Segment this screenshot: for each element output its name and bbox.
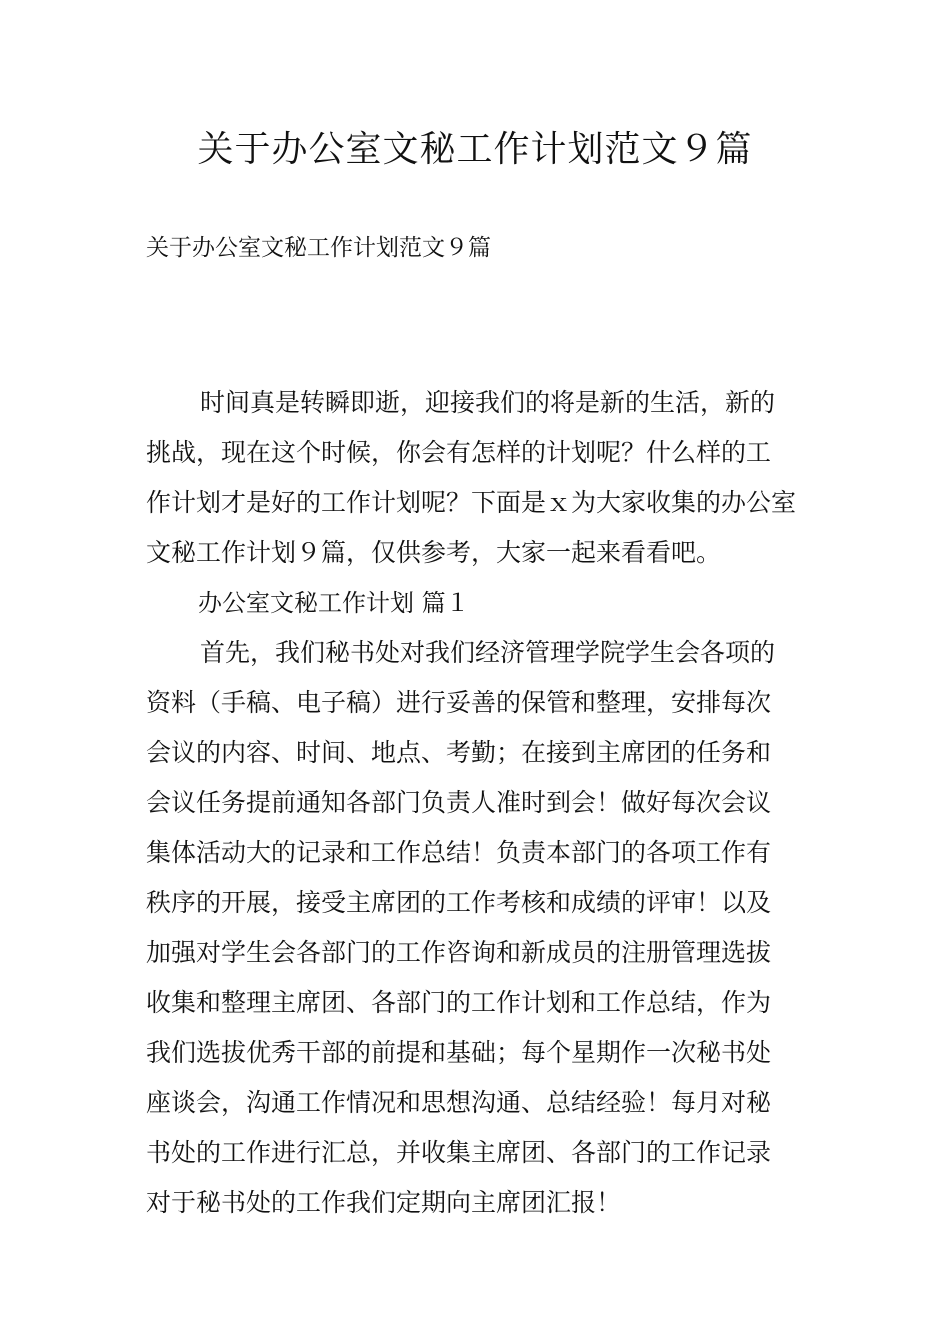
paragraph-line: 集体活动大的记录和工作总结！负责本部门的各项工作有 xyxy=(146,838,772,867)
paragraph-line: 作计划才是好的工作计划呢？下面是ｘ为大家收集的办公室 xyxy=(146,488,797,517)
paragraph-line: 我们选拔优秀干部的前提和基础；每个星期作一次秘书处 xyxy=(146,1038,772,1067)
document-body xyxy=(146,378,811,1228)
paragraph-line: 挑战，现在这个时候，你会有怎样的计划呢？什么样的工 xyxy=(146,438,772,467)
paragraph-line: 对于秘书处的工作我们定期向主席团汇报！ xyxy=(146,1188,622,1217)
paragraph-line: 秩序的开展，接受主席团的工作考核和成绩的评审！以及 xyxy=(146,888,772,917)
paragraph-line: 资料（手稿、电子稿）进行妥善的保管和整理，安排每次 xyxy=(146,688,772,717)
paragraph-line: 座谈会，沟通工作情况和思想沟通、总结经验！每月对秘 xyxy=(146,1088,772,1117)
document-title: 关于办公室文秘工作计划范文９篇 xyxy=(197,129,753,170)
paragraph-line: 时间真是转瞬即逝，迎接我们的将是新的生活，新的 xyxy=(200,388,776,417)
paragraph-line: 收集和整理主席团、各部门的工作计划和工作总结，作为 xyxy=(146,988,772,1017)
paragraph-line: 首先，我们秘书处对我们经济管理学院学生会各项的 xyxy=(200,638,776,667)
section-heading: 办公室文秘工作计划 篇１ xyxy=(198,589,470,617)
paragraph-line: 加强对学生会各部门的工作咨询和新成员的注册管理选拔 xyxy=(146,938,772,967)
paragraph-line: 会议的内容、时间、地点、考勤；在接到主席团的任务和 xyxy=(146,738,772,767)
paragraph-line: 文秘工作计划９篇，仅供参考，大家一起来看看吧。 xyxy=(146,538,722,567)
paragraph-line: 书处的工作进行汇总，并收集主席团、各部门的工作记录 xyxy=(146,1138,772,1167)
document-subtitle: 关于办公室文秘工作计划范文９篇 xyxy=(146,235,491,261)
paragraph-line: 会议任务提前通知各部门负责人准时到会！做好每次会议 xyxy=(146,788,772,817)
